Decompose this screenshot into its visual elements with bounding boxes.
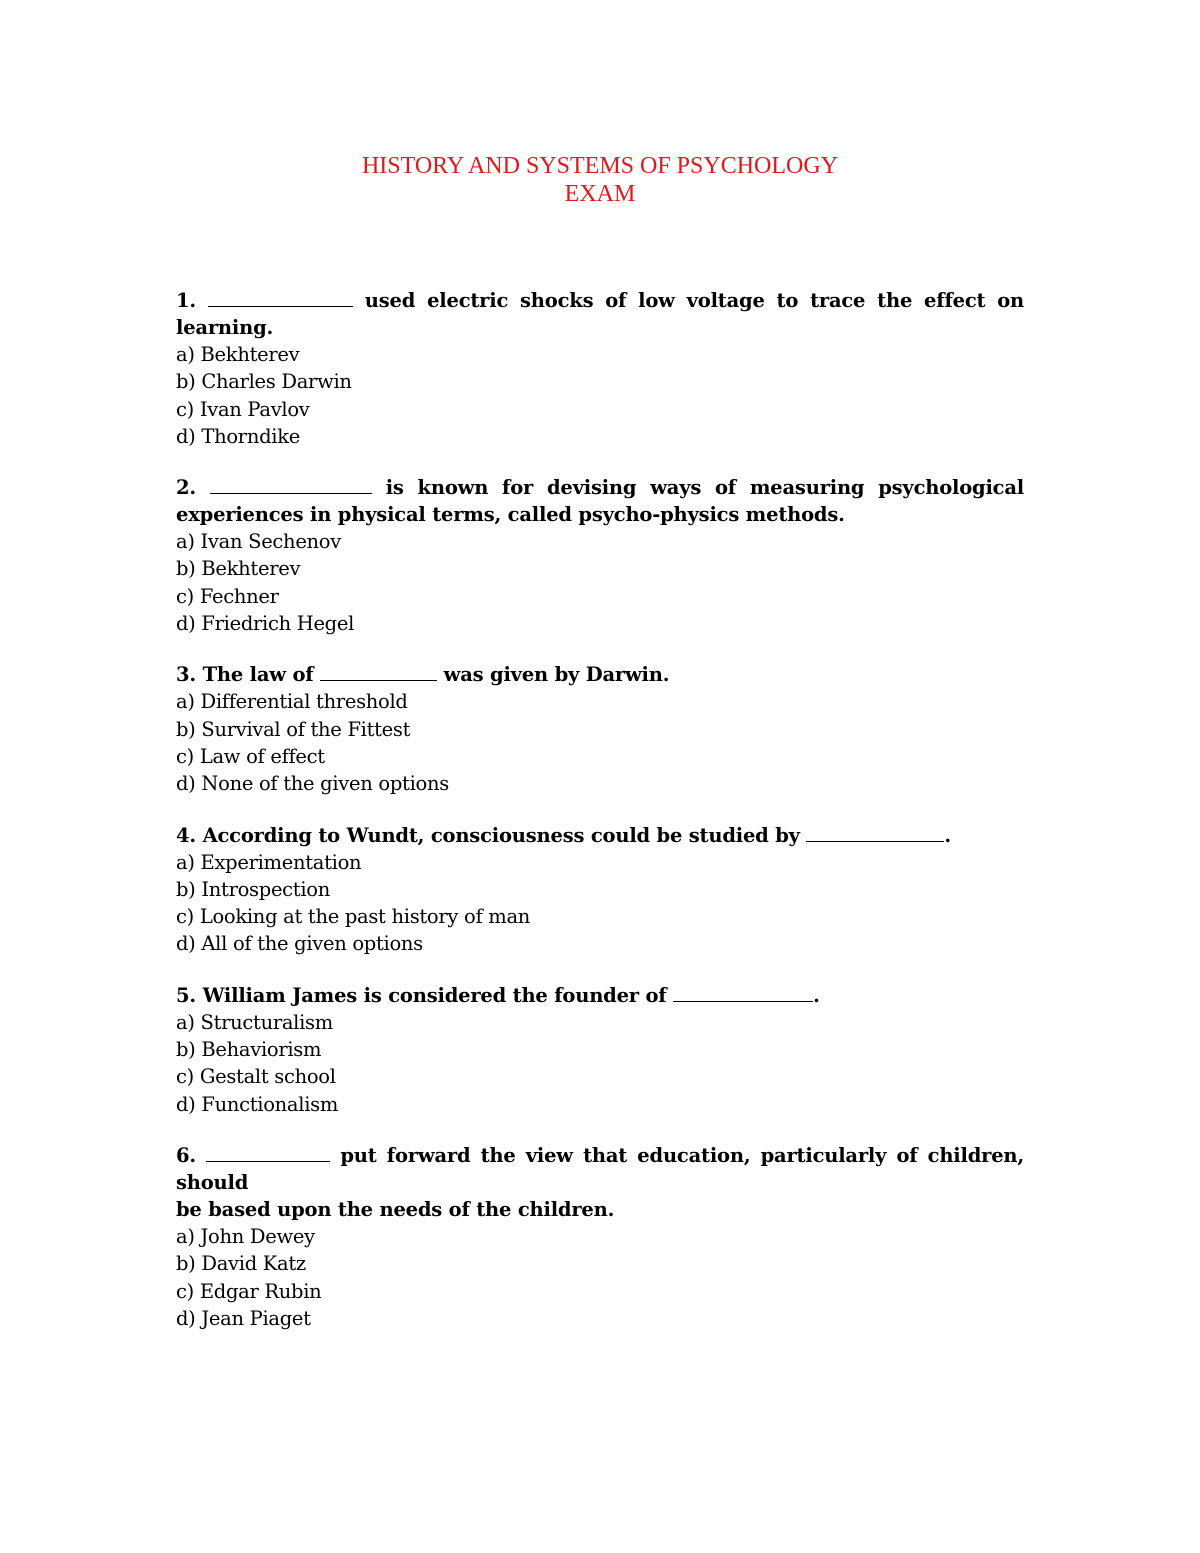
question-2-text-line2: experiences in physical terms, called psycho-physics methods.	[176, 503, 845, 527]
question-stem: is known for devising ways of measuring psychological	[385, 476, 1024, 500]
answer-blank	[210, 475, 372, 494]
question-stem-after: .	[944, 823, 951, 847]
question-4-text	[176, 822, 1024, 849]
question-number: 1.	[176, 289, 196, 312]
option-b: b) Charles Darwin	[176, 370, 352, 394]
question-6-text-line2: be based upon the needs of the children.	[176, 1197, 615, 1221]
option-c: c) Edgar Rubin	[176, 1279, 322, 1303]
question-1-text	[176, 287, 1024, 341]
option-a: a) Bekhterev	[176, 343, 300, 366]
option-c: c) Ivan Pavlov	[176, 397, 310, 421]
option-b: b) David Katz	[176, 1252, 306, 1276]
exam-subtitle: EXAM	[564, 181, 636, 207]
answer-blank	[206, 1143, 330, 1162]
option-c: c) Looking at the past history of man	[176, 905, 531, 929]
question-6-text-line1	[176, 1142, 1024, 1196]
option-b: b) Introspection	[176, 877, 330, 901]
question-number: 6.	[176, 1143, 196, 1167]
option-b: b) Survival of the Fittest	[176, 717, 411, 741]
option-c: c) Fechner	[176, 584, 279, 608]
option-a: a) Differential threshold	[176, 690, 408, 714]
exam-title: HISTORY AND SYSTEMS OF PSYCHOLOGY	[361, 153, 839, 179]
question-number: 4.	[176, 823, 196, 847]
option-d: d) Jean Piaget	[176, 1306, 311, 1330]
question-stem-before: According to Wundt, consciousness could be studied by	[202, 823, 800, 847]
answer-blank	[806, 823, 944, 842]
question-2-text-line1	[176, 474, 1024, 501]
option-d: d) Functionalism	[176, 1092, 339, 1116]
question-stem-after: was given by Darwin.	[443, 663, 670, 687]
option-a: a) John Dewey	[176, 1224, 315, 1248]
option-c: c) Gestalt school	[176, 1065, 336, 1089]
option-d: d) All of the given options	[176, 932, 423, 956]
question-number: 3.	[176, 663, 196, 687]
option-d: d) Friedrich Hegel	[176, 612, 355, 636]
question-stem-after: .	[813, 983, 820, 1007]
question-6	[176, 1142, 1024, 1332]
question-stem-before: The law of	[202, 663, 314, 687]
option-a: a) Experimentation	[176, 850, 362, 874]
question-number: 5.	[176, 983, 196, 1007]
option-a: a) Structuralism	[176, 1010, 333, 1034]
question-1	[176, 287, 1024, 450]
answer-blank	[208, 288, 353, 307]
question-2	[176, 474, 1024, 637]
option-d: d) None of the given options	[176, 772, 449, 796]
question-stem: put forward the view that education, particularly of children, should	[176, 1143, 1024, 1194]
option-a: a) Ivan Sechenov	[176, 530, 341, 554]
question-stem: used electric shocks of low voltage to trace the effect on learning.	[176, 289, 1024, 339]
option-c: c) Law of effect	[176, 744, 325, 768]
answer-blank	[673, 983, 813, 1002]
question-number: 2.	[176, 476, 196, 500]
question-5	[176, 982, 1024, 1118]
answer-blank	[320, 662, 437, 681]
question-4	[176, 822, 1024, 958]
option-b: b) Bekhterev	[176, 557, 301, 581]
question-5-text	[176, 982, 1024, 1009]
option-b: b) Behaviorism	[176, 1038, 322, 1062]
question-list	[176, 287, 1024, 1356]
question-3-text	[176, 661, 1024, 688]
option-d: d) Thorndike	[176, 424, 300, 448]
question-3	[176, 661, 1024, 797]
question-stem-before: William James is considered the founder of	[202, 983, 667, 1007]
